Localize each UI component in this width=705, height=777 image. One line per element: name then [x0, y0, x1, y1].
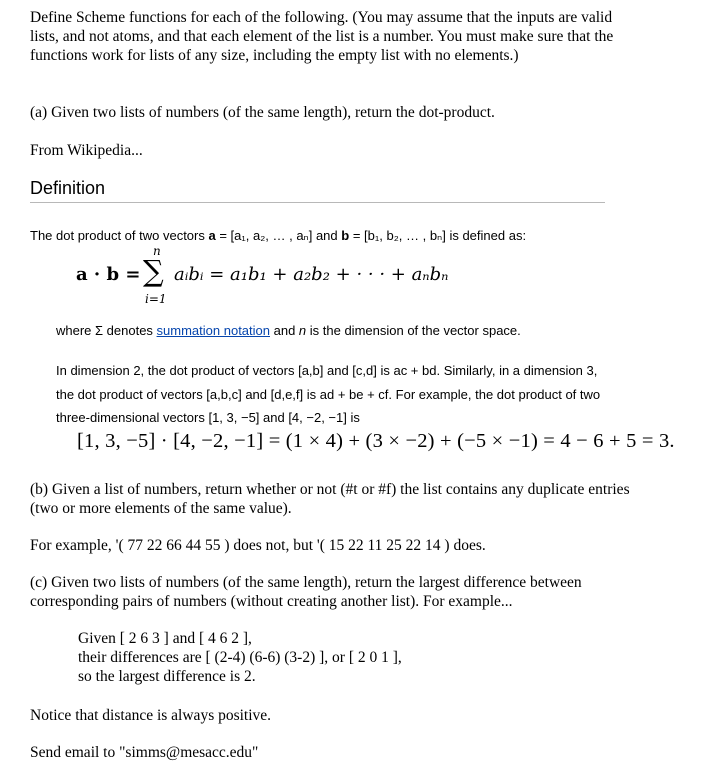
dimension-variable: n [298, 323, 307, 338]
from-wikipedia-note: From Wikipedia... [30, 142, 143, 159]
dimension-example: In dimension 2, the dot product of vectors [a,b] and [c,d] is ac + bd. Similarly, in a dimension 3, the dot product of vectors [a,b,c] and [d,e,f] is ad + be + cf. For example, the dot product of two three-dimensional vectors [1, 3, −5] and [4, −2, −1] is [56, 363, 601, 425]
formula-lhs: a · b = [76, 264, 141, 285]
part-c-example [78, 629, 402, 686]
sum-lower-limit: i=1 [145, 292, 167, 306]
example-line: their differences are [ (2-4) (6-6) (3-2) ], or [ 2 0 1 ], [78, 649, 402, 666]
example-line: Given [ 2 6 3 ] and [ 4 6 2 ], [78, 630, 252, 647]
dot-product-formula [76, 244, 496, 310]
intro-paragraph: Define Scheme functions for each of the following. (You may assume that the inputs are valid lists, and not atoms, and that each element of the list is a number. You must make sure that the functions work for lists of any size, including the empty list with no elements.) [30, 9, 614, 64]
summation-notation-link[interactable]: summation notation [156, 323, 270, 338]
where-text-3: is the dimension of the vector space. [306, 323, 521, 338]
notice-text: Notice that distance is always positive. [30, 707, 272, 724]
part-b-example: For example, '( 77 22 66 44 55 ) does not, but '( 15 22 11 25 22 14 ) does. [30, 537, 486, 554]
part-c-question: (c) Given two lists of numbers (of the same length), return the largest difference between corresponding pairs of numbers (without creating another list). For example... [30, 574, 582, 610]
heading-divider [30, 202, 605, 203]
email-instruction: Send email to "simms@mesacc.edu" [30, 744, 259, 761]
def-text-3: = [b₁, b₂, … , bₙ] is defined as: [349, 228, 527, 243]
vector-b: b [341, 228, 350, 243]
sigma-symbol: ∑ [143, 254, 164, 288]
summation-note [56, 323, 521, 338]
dot-product-definition [30, 228, 526, 244]
part-b-question: (b) Given a list of numbers, return whether or not (#t or #f) the list contains any duplicate entries (two or more elements of the same value). [30, 481, 630, 517]
formula-rhs: aᵢbᵢ = a₁b₁ + a₂b₂ + · · · + aₙbₙ [174, 264, 449, 285]
where-text-2: and [270, 323, 299, 338]
example-line: so the largest difference is 2. [78, 668, 256, 685]
def-text-2: = [a₁, a₂, … , aₙ] and [215, 228, 342, 243]
def-text-1: The dot product of two vectors [30, 228, 209, 243]
where-text-1: where Σ denotes [56, 323, 157, 338]
example-equation: [1, 3, −5] · [4, −2, −1] = (1 × 4) + (3 × −2) + (−5 × −1) = 4 − 6 + 5 = 3. [77, 430, 675, 452]
part-a-question: (a) Given two lists of numbers (of the same length), return the dot-product. [30, 104, 495, 121]
definition-heading: Definition [30, 178, 106, 198]
sum-upper-limit: n [153, 244, 161, 258]
vector-a: a [208, 228, 216, 243]
